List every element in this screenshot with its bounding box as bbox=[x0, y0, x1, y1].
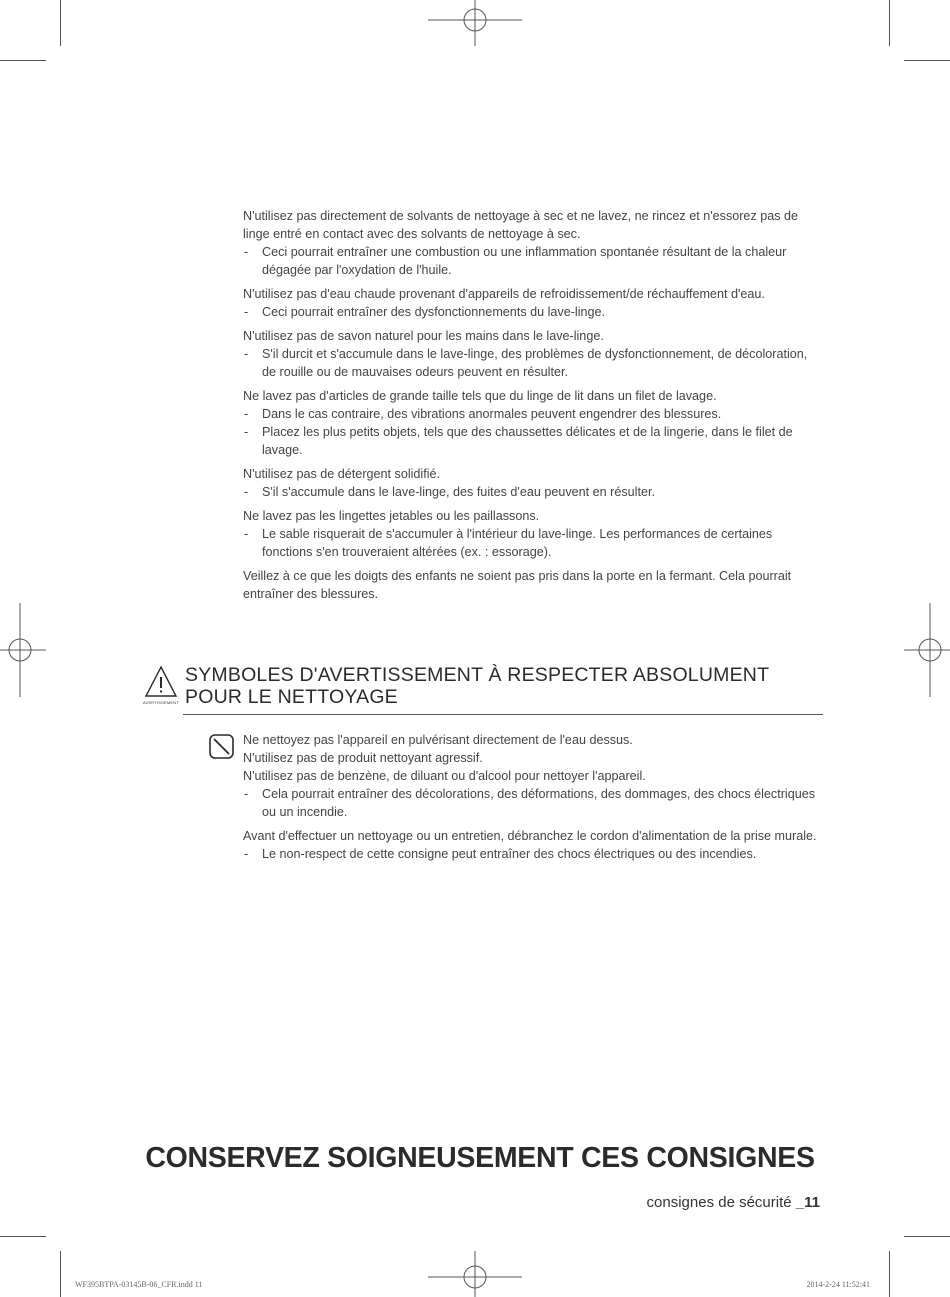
instruction-text: Avant d'effectuer un nettoyage ou un entretien, débranchez le cordon d'alimentation de la prise murale. bbox=[243, 829, 817, 843]
instruction-text: N'utilisez pas de produit nettoyant agressif. bbox=[243, 751, 483, 765]
crop-mark bbox=[0, 1236, 46, 1237]
warning-icon-caption: AVERTISSEMENT bbox=[143, 700, 180, 705]
instruction-bullet: - S'il s'accumule dans le lave-linge, des fuites d'eau peuvent en résulter. bbox=[244, 485, 655, 499]
heading-line-1: SYMBOLES D'AVERTISSEMENT À RESPECTER ABSOLUMENT bbox=[185, 664, 770, 686]
instruction-block bbox=[243, 827, 823, 863]
heading-underline bbox=[183, 714, 823, 715]
crop-mark bbox=[60, 0, 61, 46]
page-label bbox=[647, 1194, 820, 1211]
instruction-text: N'utilisez pas directement de solvants de nettoyage à sec et ne lavez, ne rincez et n'essorez pas de linge entré en contact avec des solvants de nettoyage à sec. bbox=[243, 209, 799, 241]
instruction-text: Veillez à ce que les doigts des enfants ne soient pas pris dans la porte en la fermant. Cela pourrait entraîner des blessures. bbox=[243, 569, 792, 601]
instruction-block bbox=[243, 567, 823, 603]
crop-mark bbox=[889, 1251, 890, 1297]
crop-mark bbox=[0, 60, 46, 61]
instruction-block bbox=[243, 507, 823, 561]
instruction-text: Ne lavez pas d'articles de grande taille tels que du linge de lit dans un filet de lavage. bbox=[243, 389, 717, 403]
cleaning-instructions bbox=[243, 731, 823, 869]
crop-mark bbox=[889, 0, 890, 46]
instruction-block bbox=[243, 387, 823, 459]
registration-mark-top bbox=[428, 0, 522, 46]
instruction-bullet: - Dans le cas contraire, des vibrations anormales peuvent engendrer des blessures. bbox=[244, 407, 722, 421]
instruction-bullet: - Ceci pourrait entraîner des dysfonctionnements du lave-linge. bbox=[244, 305, 606, 319]
instruction-bullet: - Cela pourrait entraîner des décolorations, des déformations, des dommages, des chocs électriques ou un incendie. bbox=[244, 787, 816, 819]
instruction-bullet: - Ceci pourrait entraîner une combustion ou une inflammation spontanée résultant de la chaleur dégagée par l'oxydation de l'huile. bbox=[244, 245, 787, 277]
instruction-block bbox=[243, 285, 823, 321]
instruction-block bbox=[243, 207, 823, 279]
date-info: 2014-2-24 11:52:41 bbox=[806, 1280, 870, 1289]
instruction-text: N'utilisez pas de savon naturel pour les mains dans le lave-linge. bbox=[243, 329, 604, 343]
page-number: _11 bbox=[795, 1194, 820, 1211]
warning-triangle-icon bbox=[143, 664, 179, 704]
instruction-block bbox=[243, 327, 823, 381]
registration-mark-left bbox=[0, 603, 46, 697]
instruction-bullet: - Placez les plus petits objets, tels que des chaussettes délicates et de la lingerie, dans le filet de lavage. bbox=[244, 425, 793, 457]
crop-mark bbox=[60, 1251, 61, 1297]
instruction-text: N'utilisez pas d'eau chaude provenant d'appareils de refroidissement/de réchauffement d'eau. bbox=[243, 287, 765, 301]
page-section: consignes de sécurité bbox=[646, 1194, 796, 1211]
crop-mark bbox=[904, 60, 950, 61]
safety-instructions bbox=[243, 207, 823, 609]
instruction-block bbox=[243, 465, 823, 501]
prohibited-icon bbox=[209, 734, 234, 759]
instruction-block bbox=[243, 731, 823, 821]
instruction-text: Ne lavez pas les lingettes jetables ou les paillassons. bbox=[243, 509, 540, 523]
crop-mark bbox=[904, 1236, 950, 1237]
instruction-bullet: - S'il durcit et s'accumule dans le lave-linge, des problèmes de dysfonctionnement, de décoloration, de rouille ou de mauvaises odeurs peuvent en résulter. bbox=[244, 347, 808, 379]
registration-mark-right bbox=[904, 603, 950, 697]
file-info: WF395BTPA-03145B-06_CFR.indd 11 bbox=[75, 1280, 203, 1289]
instruction-text: N'utilisez pas de détergent solidifié. bbox=[243, 467, 441, 481]
instruction-bullet: - Le non-respect de cette consigne peut entraîner des chocs électriques ou des incendies. bbox=[244, 847, 757, 861]
footer-title: CONSERVEZ SOIGNEUSEMENT CES CONSIGNES bbox=[145, 1142, 815, 1174]
warning-section-heading bbox=[143, 664, 823, 708]
instruction-bullet: - Le sable risquerait de s'accumuler à l'intérieur du lave-linge. Les performances de certaines fonctions s'en trouveraient altérées (ex. : essorage). bbox=[244, 527, 773, 559]
heading-line-2: POUR LE NETTOYAGE bbox=[185, 686, 398, 708]
instruction-text: N'utilisez pas de benzène, de diluant ou d'alcool pour nettoyer l'appareil. bbox=[243, 769, 646, 783]
instruction-text: Ne nettoyez pas l'appareil en pulvérisant directement de l'eau dessus. bbox=[243, 733, 633, 747]
registration-mark-bottom bbox=[428, 1251, 522, 1297]
